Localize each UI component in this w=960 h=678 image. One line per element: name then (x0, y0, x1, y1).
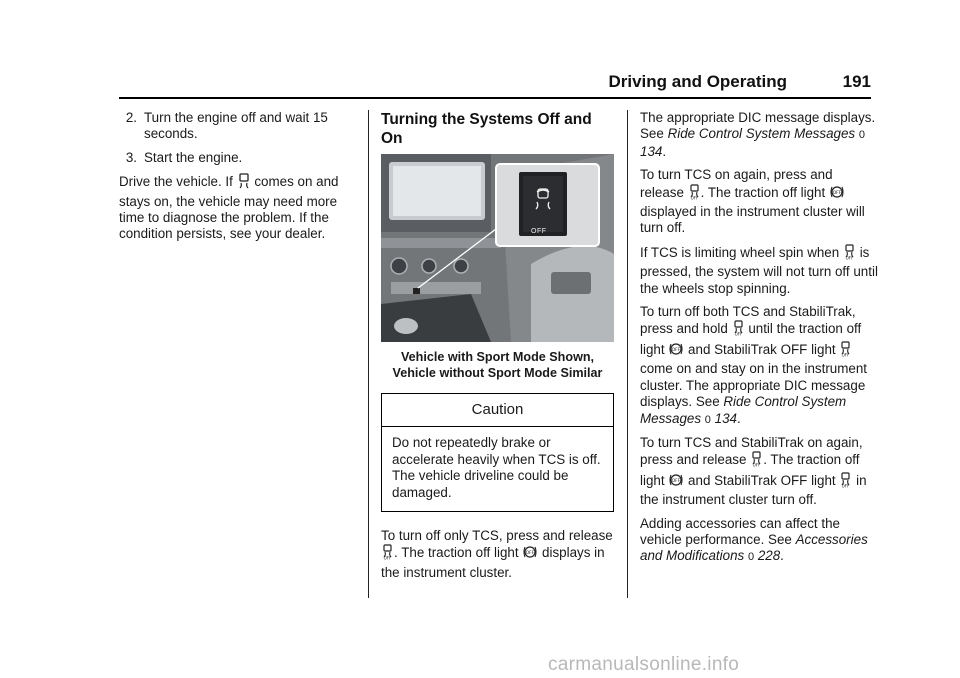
list-number: 2. (125, 110, 137, 125)
traction-off-light-icon (830, 184, 844, 204)
watermark: carmanualsonline.info (548, 654, 740, 675)
page-ref[interactable]: 134 (714, 410, 737, 426)
traction-off-light-icon (669, 341, 683, 361)
svg-text:OFF: OFF (734, 331, 742, 337)
figure-caption: Vehicle with Sport Mode Shown, Vehicle without Sport Mode Similar (392, 350, 603, 380)
left-column (119, 110, 357, 250)
cross-reference[interactable]: Ride Control System Messages (640, 394, 847, 426)
dashboard-illustration (381, 154, 614, 342)
page-number: 191 (842, 72, 871, 91)
paragraph: Drive the vehicle. If comes on and stays on, the vehicle may need more time to diagnose the problem. If the condition persists, see your dealer. (119, 174, 339, 242)
caution-heading: Caution (382, 394, 613, 427)
column-divider-2 (627, 110, 628, 598)
caution-box (381, 393, 614, 512)
tcs-button-icon (689, 184, 700, 204)
paragraph: If TCS is limiting wheel spin when OFF is pressed, the system will not turn off until the wheels stop spinning. (640, 244, 878, 296)
page-ref-icon: 0 (747, 551, 755, 564)
cross-reference[interactable]: Accessories and Modifications (640, 531, 868, 564)
tcs-button-icon (382, 544, 393, 564)
stabilitrak-off-light-icon (840, 341, 851, 361)
tcs-button-icon (844, 244, 855, 264)
svg-text:OFF: OFF (832, 190, 842, 196)
svg-text:OFF: OFF (842, 483, 850, 488)
list-item (119, 110, 357, 143)
tcs-button-icon (751, 451, 762, 471)
page-ref-icon: 0 (704, 413, 711, 426)
traction-off-light-icon (523, 544, 537, 564)
list-number: 3. (125, 149, 137, 165)
paragraph: To turn off both TCS and StabiliTrak, press and hold OFF until the traction off light OFF and StabiliTrak OFF light OFF come on and stay on in the instrument cluster. The appropriate DIC message displays. See Ride Control System Messages 0 134. (640, 304, 868, 426)
paragraph: Adding accessories can affect the vehicle performance. See Accessories and Modifications 0 228. (640, 515, 868, 564)
tcs-button-icon (733, 320, 744, 340)
list-text: Start the engine. (144, 149, 243, 165)
cross-reference[interactable]: Ride Control System Messages (667, 126, 856, 142)
esc-tire-icon (238, 173, 250, 193)
stabilitrak-off-light-icon (840, 472, 851, 492)
svg-text:OFF: OFF (525, 551, 535, 557)
list-item (119, 150, 357, 166)
paragraph: To turn off only TCS, press and release OFF . The traction off light OFF displays in the instrument cluster. (381, 528, 613, 580)
svg-text:OFF: OFF (383, 555, 392, 561)
svg-text:OFF: OFF (671, 478, 681, 484)
page-ref[interactable]: 228 (757, 548, 781, 564)
svg-text:OFF: OFF (752, 462, 761, 468)
page-title: Driving and Operating (608, 72, 787, 91)
paragraph: To turn TCS and StabiliTrak on again, press and release OFF . The traction off light OFF and StabiliTrak OFF light OFF in the instrument cluster turn off. (640, 434, 867, 508)
svg-text:OFF: OFF (845, 255, 854, 260)
off-button-label: OFF (531, 228, 547, 235)
paragraph: To turn TCS on again, press and release OFF . The traction off light OFF displayed in the instrument cluster will turn off. (640, 167, 865, 236)
right-column (640, 110, 878, 573)
page-ref[interactable]: 134 (640, 143, 663, 159)
list-text: Turn the engine off and wait 15 seconds. (144, 110, 328, 142)
page-header (119, 72, 871, 99)
svg-text:OFF: OFF (842, 352, 850, 357)
caution-text: Do not repeatedly brake or accelerate heavily when TCS is off. The vehicle driveline could be damaged. (392, 435, 601, 500)
section-title: Turning the Systems Off and On (381, 111, 592, 147)
paragraph: The appropriate DIC message displays. See Ride Control System Messages 0 134. (640, 110, 876, 159)
traction-off-light-icon (669, 472, 683, 492)
middle-column (381, 110, 614, 588)
svg-text:OFF: OFF (671, 347, 681, 353)
page-ref-icon: 0 (858, 129, 865, 142)
dashboard-figure (381, 154, 614, 342)
column-divider-1 (368, 110, 369, 598)
svg-text:OFF: OFF (690, 195, 699, 200)
